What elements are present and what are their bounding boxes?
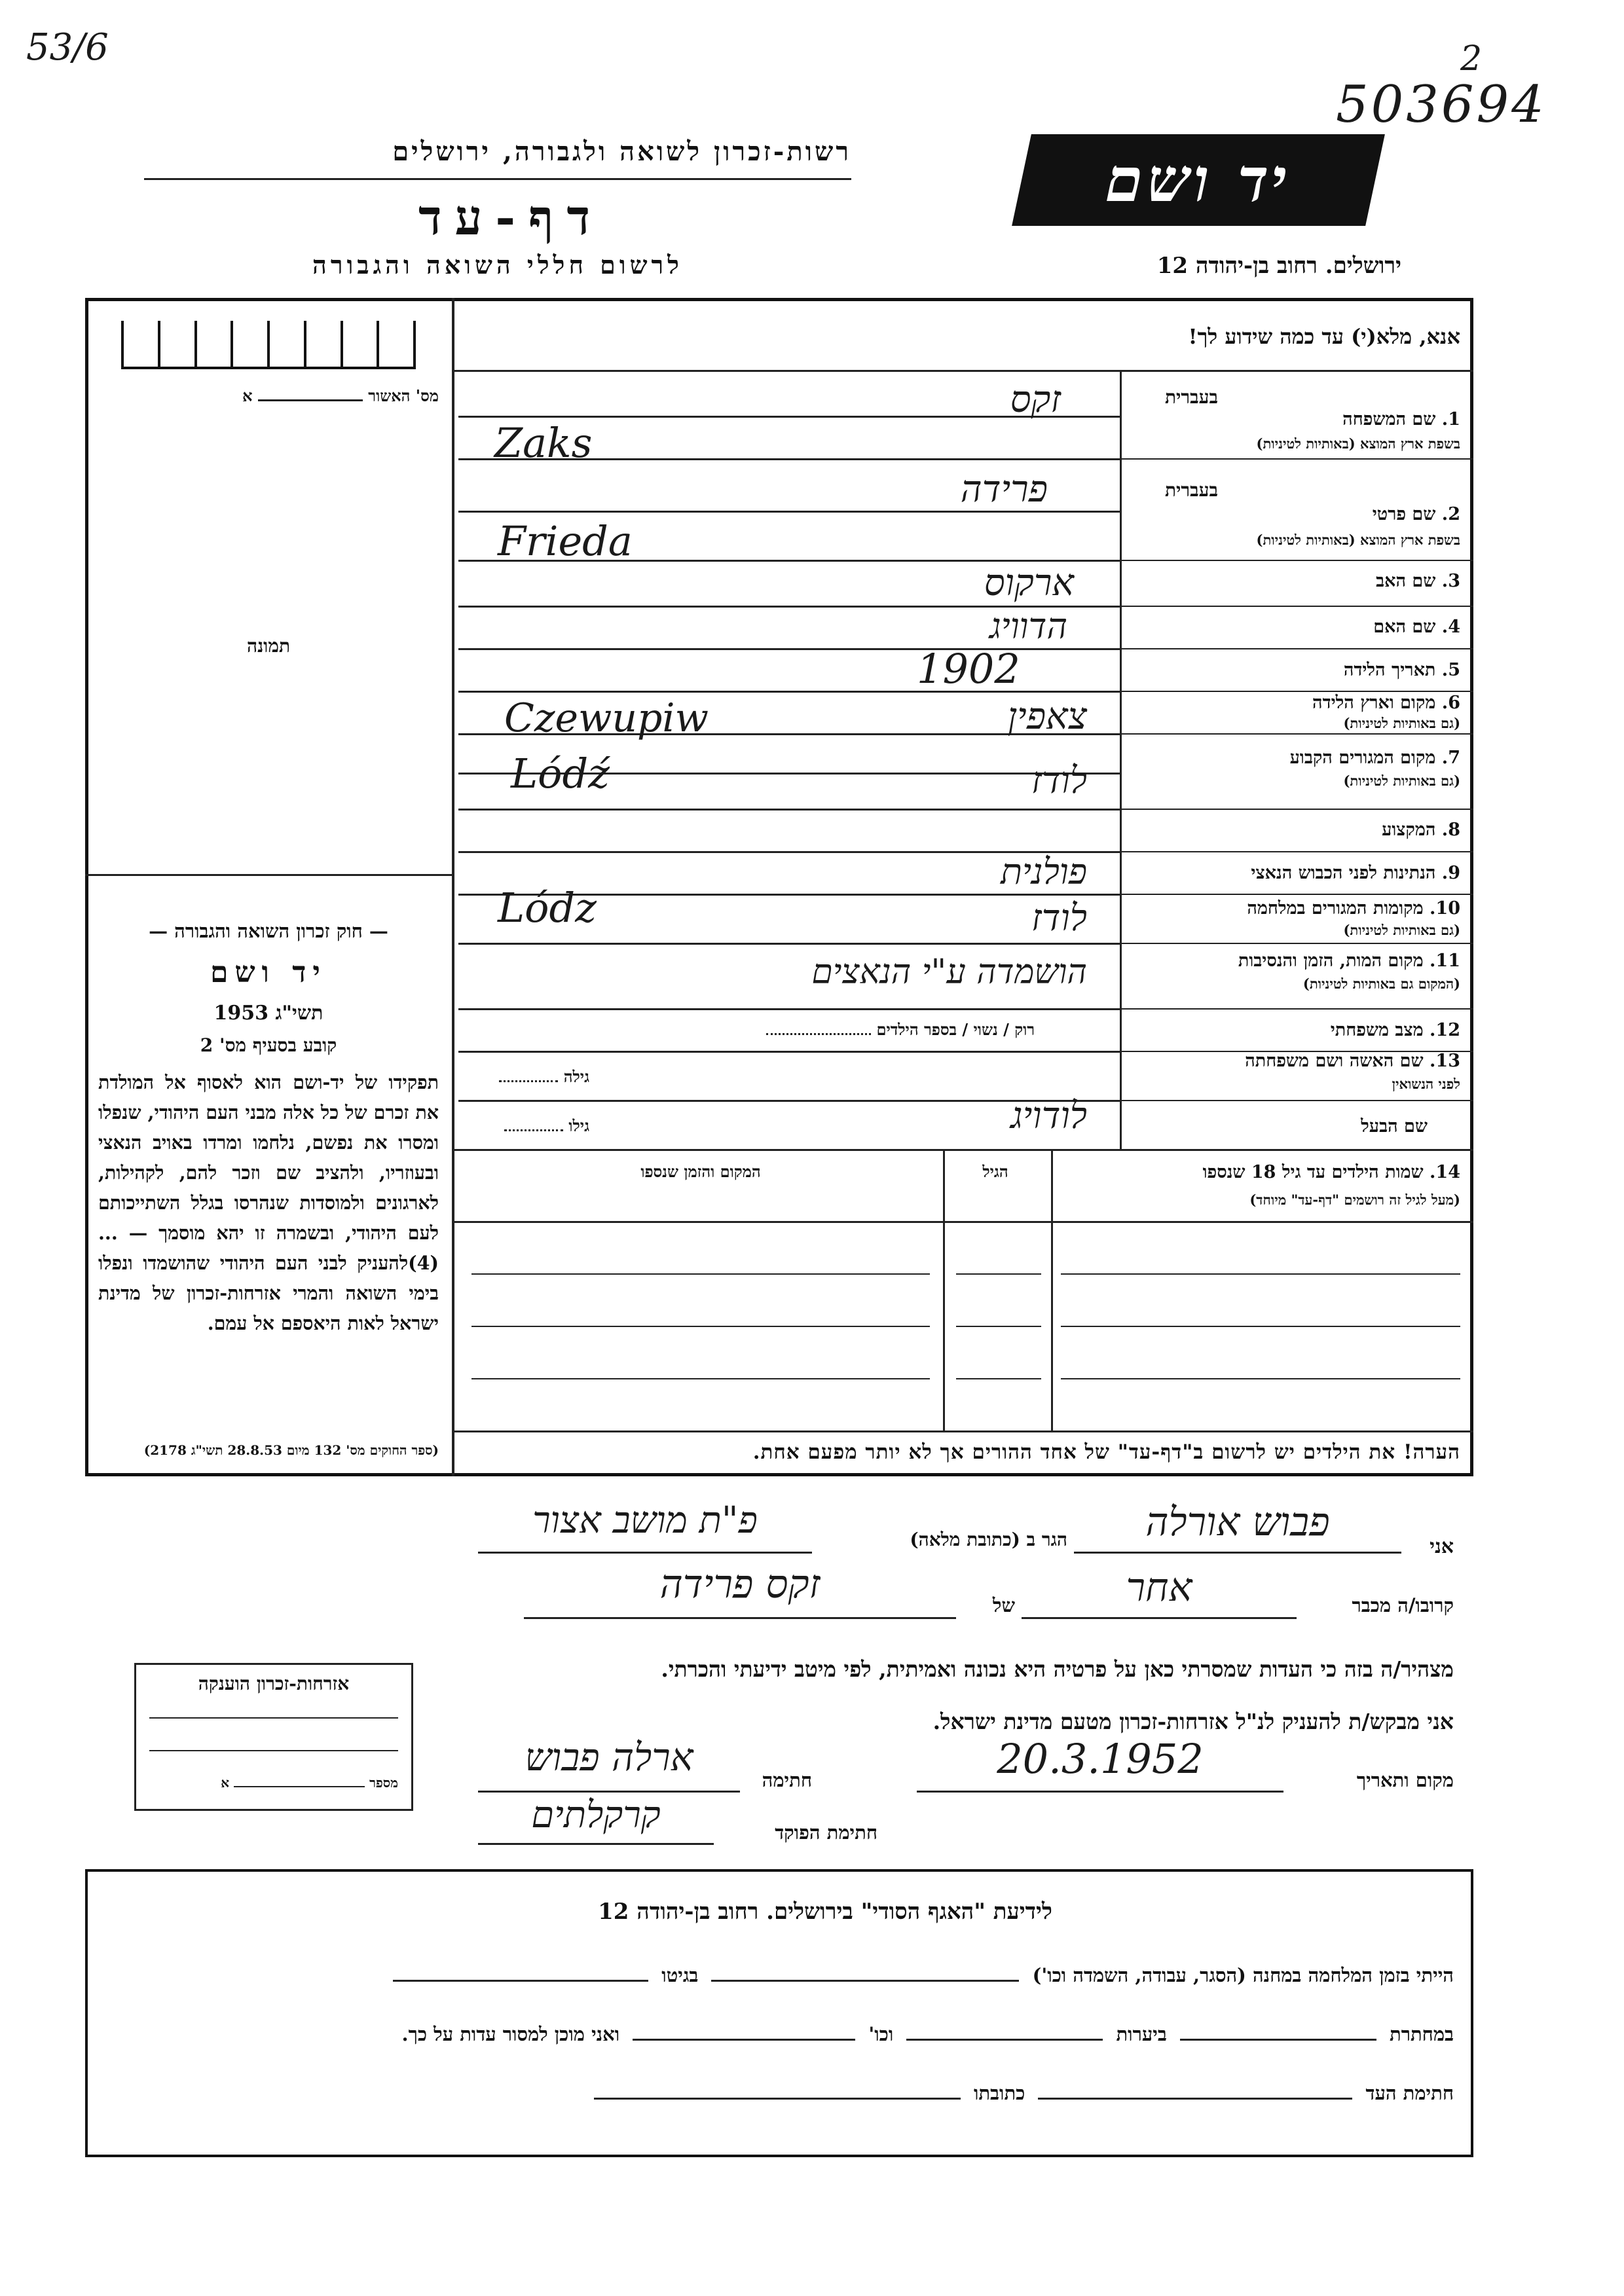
field-10-sub: (גם באותיות לטיניות) bbox=[1343, 922, 1460, 938]
officer-signature-value: קרקלתים bbox=[531, 1794, 661, 1836]
field-13-label: 13. שם האשה ושם משפחתה bbox=[1245, 1051, 1460, 1071]
approval-number-label: מס' האשור א bbox=[242, 386, 439, 405]
field-10-label: 10. מקומות המגורים במלחמה bbox=[1247, 898, 1460, 919]
field-12-label: 12. מצב משפחתי bbox=[1330, 1020, 1460, 1040]
field-1-value-hebrew: זקס bbox=[1010, 378, 1061, 421]
law-text: תפקידו של יד-ושם הוא לאסוף אל המולדת את זכרם של כל אלה מבני העם היהודי, שנפלו ומסרו את נפשם, נלחמו ומרדו באויב הנאצי ובעוזריו, ולהציב שם וזכר להם, לקהילות, לארגונים ולמוסדות שנהרסו בגלל השתייכותם לעם היהודי, ובשמרה זו יהא מוסמך — ...(4)להעניק לבני העם היהודי שהושמדו ונפלו בימי השואה והמרי אזרחות-זכרון של מדינת ישראל לאות היאספם אל עמם. bbox=[98, 1071, 439, 1334]
doc-number: 503694 bbox=[1336, 75, 1547, 134]
corner-mark: 53/6 bbox=[26, 26, 109, 69]
label-column-divider bbox=[1120, 370, 1122, 1149]
law-clause: קובע בסעיף מס' 2 bbox=[200, 1034, 337, 1056]
husband-age: גילו bbox=[471, 1116, 589, 1136]
org-underline bbox=[144, 178, 851, 180]
field-2-value-hebrew: פרידה bbox=[960, 468, 1048, 511]
field-2-value-latin: Frieda bbox=[498, 517, 633, 565]
yad-vashem-logo: יד ושם bbox=[1012, 134, 1385, 226]
field-11-value: הושמדה ע"י הנאצים bbox=[811, 953, 1087, 992]
photo-area-bottom bbox=[85, 874, 452, 876]
field-5-label: 5. תאריך הלידה bbox=[1343, 660, 1460, 680]
children-sub: (מעל לגיל זה רושמים "דף-עד" מיוחד) bbox=[1249, 1192, 1460, 1208]
witness-name: פבוש אורלה bbox=[1145, 1499, 1330, 1545]
field-11-label: 11. מקום המות, הזמן והנסיבות bbox=[1238, 951, 1460, 971]
form-title: דף-עד bbox=[418, 190, 604, 246]
law-year: תשי"ג 1953 bbox=[213, 1002, 323, 1025]
field-6-value-latin: Czewupiw bbox=[504, 695, 709, 741]
law-heading: — חוק זכרון השואה והגבורה — bbox=[149, 920, 388, 942]
org-line: רשות-זכרון לשואה ולגבורה, ירושלים bbox=[392, 136, 851, 167]
address: ירושלים. רחוב בן-יהודה 12 bbox=[1156, 253, 1401, 279]
field-12-value: רוק / נשוי / בספר הילדים bbox=[668, 1020, 1035, 1040]
bottom-line-3: חתימת העד כתובתו bbox=[105, 2082, 1454, 2105]
field-1-label: 1. שם המשפחה bbox=[1342, 409, 1460, 429]
field-10-value-latin: Lódz bbox=[498, 884, 597, 932]
field-4-label: 4. שם האם bbox=[1373, 617, 1460, 637]
field-13-age: גילה bbox=[471, 1067, 589, 1087]
children-col-place: המקום והזמן שנספו bbox=[640, 1162, 761, 1181]
signature-value: ארלה פבוש bbox=[525, 1735, 693, 1779]
field-7-value-hebrew: לודז bbox=[1031, 759, 1087, 802]
children-label: 14. שמות הילדים עד גיל 18 שנספו bbox=[1202, 1162, 1460, 1182]
field-10-value-hebrew: לודז bbox=[1031, 897, 1087, 939]
photo-label: תמונה bbox=[246, 635, 291, 657]
deceased-name: זקס פרידה bbox=[659, 1561, 821, 1607]
law-name: יד ושם bbox=[210, 956, 327, 989]
husband-label: שם הבעל bbox=[1361, 1116, 1428, 1137]
field-9-value: פולנית bbox=[1000, 851, 1087, 892]
field-1-heb-tag: בעברית bbox=[1164, 386, 1218, 408]
bottom-title: לידיעת "האגף הסודי" בירושלים. רחוב בן-יהודה 12 bbox=[598, 1899, 1052, 1925]
field-9-label: 9. הנתינות לפני הכבוש הנאצי bbox=[1251, 863, 1460, 883]
field-7-value-latin: Lódź bbox=[511, 750, 610, 797]
field-6-label: 6. מקום וארץ הלידה bbox=[1312, 693, 1460, 713]
field-6-sub: (גם באותיות לטיניות) bbox=[1343, 715, 1460, 731]
approval-number-boxes bbox=[121, 321, 416, 369]
field-13-sub: לפני הנשואין bbox=[1392, 1076, 1460, 1092]
note-text: הערה! את הילדים יש לרשום ב"דף-עד" של אחד ההורים אך לא יותר מפעם אחת. bbox=[752, 1440, 1460, 1464]
relation-value: אחר bbox=[1126, 1565, 1192, 1611]
witness-address: פ"ת מושב אצור bbox=[532, 1499, 758, 1542]
field-2-sub: בשפת ארץ המוצא (באותיות לטיניות) bbox=[1256, 532, 1460, 548]
relation-label: קרובו/ה מכבר bbox=[1352, 1594, 1454, 1616]
declaration: מצהיר/ה בזה כי העדות שמסרתי כאן על פרטיה היא נכונה ואמיתית, לפי מיטב ידיעתי והכרתי. bbox=[661, 1656, 1454, 1682]
doc-number-top: 2 bbox=[1460, 39, 1483, 79]
citizenship-request: אני מבקש/ת להעניק לנ"ל אזרחות-זכרון מטעם מדינת ישראל. bbox=[932, 1709, 1454, 1734]
relation-of: של bbox=[992, 1594, 1015, 1616]
bottom-line-2: במחתרת ביערות וכו' ואני מוכן למסור עדות על כך. bbox=[401, 2023, 1454, 2045]
witness-ani: אני bbox=[1430, 1535, 1454, 1558]
field-11-sub: (המקום גם באותיות לטיניות) bbox=[1302, 975, 1460, 992]
field-5-value: 1902 bbox=[917, 645, 1020, 693]
field-2-label: 2. שם פרטי bbox=[1372, 504, 1460, 524]
law-reference: (ספר החוקים מס' 132 מיום 28.8.53 תשי"ג 2178) bbox=[143, 1442, 439, 1458]
citizenship-box-title: אזרחות-זכרון הוענקה bbox=[198, 1673, 350, 1694]
form-subtitle: לרשום חללי השואה והגבורה bbox=[312, 250, 683, 280]
field-3-label: 3. שם האב bbox=[1376, 571, 1460, 591]
signature-label: חתימה bbox=[762, 1769, 812, 1791]
citizenship-box bbox=[134, 1663, 413, 1811]
place-date-value: 20.3.1952 bbox=[997, 1735, 1204, 1783]
witness-address-label: הגר ב (כתובת מלאה) bbox=[910, 1529, 1067, 1550]
field-6-value-hebrew: צאפין bbox=[1007, 695, 1087, 738]
husband-value: לודויג bbox=[1010, 1095, 1087, 1137]
field-7-label: 7. מקום המגורים הקבוע bbox=[1289, 748, 1460, 768]
field-7-sub: (גם באותיות לטיניות) bbox=[1343, 773, 1460, 789]
bottom-line-1: הייתי בזמן המלחמה במחנה (הסגר, עבודה, השמדה וכו') בגיטו bbox=[105, 1964, 1454, 1987]
field-1-sub: בשפת ארץ המוצא (באותיות לטיניות) bbox=[1256, 435, 1460, 452]
intro-text: אנא, מלא(י) עד כמה שידוע לך! bbox=[1188, 324, 1460, 349]
field-2-heb-tag: בעברית bbox=[1164, 479, 1218, 501]
intro-underline bbox=[452, 370, 1473, 372]
field-8-label: 8. המקצוע bbox=[1382, 820, 1460, 840]
field-1-value-latin: Zaks bbox=[494, 419, 593, 467]
children-col-age: הגיל bbox=[982, 1162, 1008, 1181]
field-4-value: הדוויג bbox=[989, 606, 1067, 647]
place-date-label: מקום ותאריך bbox=[1356, 1769, 1454, 1791]
citizenship-box-number: מספר א bbox=[221, 1775, 398, 1791]
left-column-divider bbox=[452, 298, 454, 1476]
officer-signature-label: חתימת הפוקד bbox=[775, 1821, 877, 1844]
field-3-value: ארקוס bbox=[984, 562, 1074, 604]
